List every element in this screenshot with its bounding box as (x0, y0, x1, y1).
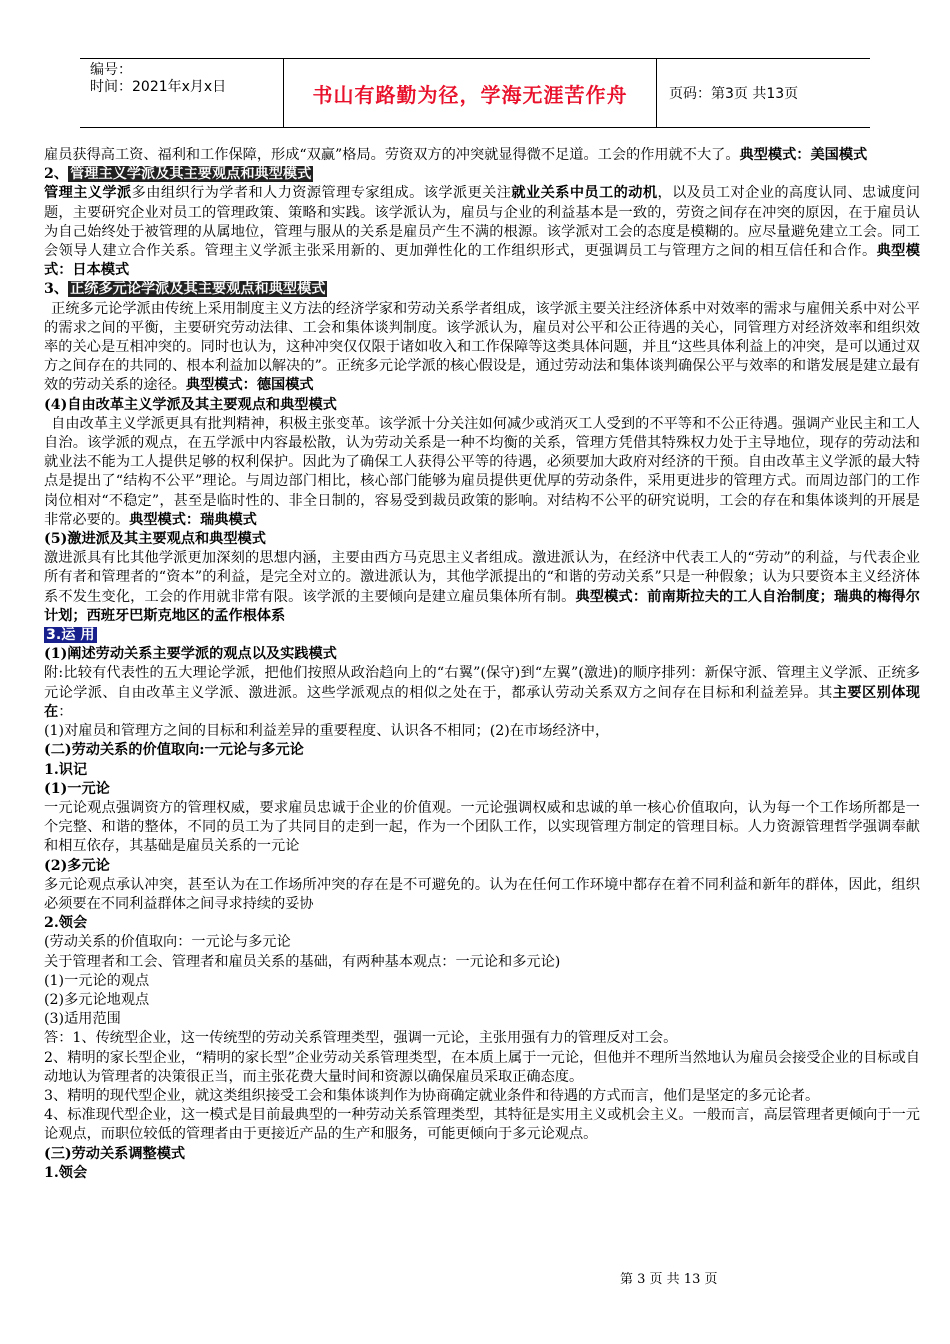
section-heading: (4)自由改革主义学派及其主要观点和典型模式 (44, 396, 337, 413)
list-item: (2)多元论地观点 (44, 991, 150, 1008)
subsection-heading: (1)阐述劳动关系主要学派的观点以及实践模式 (44, 646, 337, 663)
paragraph: 正统多元论学派由传统上采用制度主义方法的经济学家和劳动关系学者组成，该学派主要关注经济体系中对效率的需求与雇佣关系中对公平的需求之间的平衡，主要研究劳动法律、工会和集体谈判制度。该学派认为，雇员对公平和公正待遇的关心，同管理方对经济效率和组织效率的关心是互相冲突的。同时也认为，这种冲突仅仅限于诸如收入和工作保障等这类具体问题，并且“这些具体利益上的冲突，是可以通过双方之间存在的共同的、根本利益加以解决的”。正统多元论学派的核心假设是，通过劳动法和集体谈判确保公平与效率的和谐发展是建立最有效的劳动关系的途径。典型模式：德国模式 (44, 300, 920, 394)
date-label: 时间：2021年x月x日 (90, 79, 227, 95)
paragraph: 一元论观点强调资方的管理权威，要求雇员忠诚于企业的价值观。一元论强调权威和忠诚的单一核心价值取向，认为每一个工作场所都是一个完整、和谐的整体，不同的员工为了共同目的走到一起，作为一个团队工作，以实现管理方制定的管理目标。人力资源管理哲学强调奉献和相互依存，其基础是雇员关系的一元论 (44, 799, 920, 855)
list-item: 关于管理者和工会、管理者和雇员关系的基础，有两种基本观点：一元论和多元论) (44, 953, 561, 970)
subsection-heading: 2.领会 (44, 915, 88, 932)
header-page-label: 页码：第3页 共13页 (669, 86, 799, 102)
paragraph: 答：1、传统型企业，这一传统型的劳动关系管理类型，强调一元论，主张用强有力的管理反对工会。 (44, 1030, 678, 1047)
section-heading: 3.运 用 (46, 627, 95, 644)
paragraph: 激进派具有比其他学派更加深刻的思想内涵，主要由西方马克思主义者组成。激进派认为，在经济中代表工人的“劳动”的利益，与代表企业所有者和管理者的“资本”的利益，是完全对立的。激进派认为，其他学派提出的“和谐的劳动关系”只是一种假象；认为只要资本主义经济体系不发生变化，工会的作用就非常有限。该学派的主要倾向是建立雇员集体所有制。典型模式：前南斯拉夫的工人自治制度；瑞典的梅得尔计划；西班牙巴斯克地区的孟作根体系 (44, 550, 920, 624)
paragraph: 自由改革主义学派更具有批判精神，积极主张变革。该学派十分关注如何减少或消灭工人受到的不平等和不公正待遇。强调产业民主和工人自治。该学派的观点，在五学派中内容最松散，认为劳动关系是一种不均衡的关系，管理方凭借其特殊权力处于主导地位，现存的劳动法和就业法不能为工人提供足够的权利保护。因此为了确保工人获得公平等的待遇，必须要加大政府对经济的干预。自由改革主义学派的最大特点是提出了“结构不公平”理论。与周边部门相比，核心部门能够为雇员提供更优厚的劳动条件，采用更进步的管理方式。而周边部门的工作岗位相对“不稳定”，甚至是临时性的、非全日制的，容易受到裁员政策的影响。对结构不公平的研究说明，工会的存在和集体谈判的开展是非常必要的。典型模式：瑞典模式 (44, 415, 920, 528)
paragraph: 4、标准现代型企业，这一模式是目前最典型的一种劳动关系管理类型，其特征是实用主义或机会主义。一般而言，高层管理者更倾向于一元论观点，而职位较低的管理者由于更接近产品的生产和服务，可能更倾向于多元论观点。 (44, 1107, 920, 1143)
paragraph: 雇员获得高工资、福利和工作保障，形成“双赢”格局。劳资双方的冲突就显得微不足道。工会的作用就不大了。典型模式：美国模式 (44, 147, 868, 163)
number-label: 编号： (90, 62, 132, 78)
section-heading: (二)劳动关系的价值取向:一元论与多元论 (44, 742, 304, 759)
section-heading: (5)激进派及其主要观点和典型模式 (44, 531, 266, 548)
paragraph: 多元论观点承认冲突，甚至认为在工作场所冲突的存在是不可避免的。认为在任何工作环境中都存在着不同利益和新年的群体，因此，组织必须要在不同利益群体之间寻求持续的妥协 (44, 876, 920, 912)
paragraph: (1)对雇员和管理方之间的目标和利益差异的重要程度、认识各不相同；(2)在市场经济中， (44, 723, 610, 740)
list-item: (3)适用范围 (44, 1011, 121, 1028)
section-heading: 3、 正统多元论学派及其主要观点和典型模式 (44, 281, 326, 298)
section-heading: 2、 管理主义学派及其主要观点和典型模式 (44, 166, 312, 183)
paragraph: 3、精明的现代型企业，就这类组织接受工会和集体谈判作为协商确定就业条件和待遇的方式而言，他们是坚定的多元论者。 (44, 1087, 820, 1104)
paragraph: 2、精明的家长型企业，“精明的家长型”企业劳动关系管理类型，在本质上属于一元论，但他并不理所当然地认为雇员会接受企业的目标或自动地认为管理者的决策很正当，而主张花费大量时间和资源以确保雇员采取正确态度。 (44, 1049, 920, 1085)
subsection-heading: (2)多元论 (44, 857, 110, 874)
header-meta (80, 59, 283, 127)
document-body (44, 146, 920, 1183)
subsection-heading: 1.领会 (44, 1164, 88, 1181)
header-motto: 书山有路勤为径，学海无涯苦作舟 (283, 59, 657, 127)
list-item: (劳动关系的价值取向：一元论与多元论 (44, 934, 291, 951)
page-header (80, 58, 870, 128)
subsection-heading: (1)一元论 (44, 780, 110, 797)
page-footer: 第 3 页 共 13 页 (620, 1272, 718, 1287)
section-heading: (三)劳动关系调整模式 (44, 1145, 186, 1162)
paragraph: 管理主义学派多由组织行为学者和人力资源管理专家组成。该学派更关注就业关系中员工的动机，以及员工对企业的高度认同、忠诚度问题，主要研究企业对员工的管理政策、策略和实践。该学派认为，雇员与企业的利益基本是一致的，劳资之间存在冲突的原因，在于雇员认为自己始终处于被管理的从属地位，管理与服从的关系是雇员产生不满的根源。该学派对工会的态度是模糊的。应尽量避免建立工会。同工会领导人建立合作关系。管理主义学派主张采用新的、更加弹性化的工作组织形式，更强调员工与管理方之间的相互信任和合作。典型模式：日本模式 (44, 185, 920, 279)
list-item: (1)一元论的观点 (44, 972, 150, 989)
paragraph: 附:比较有代表性的五大理论学派，把他们按照从政治趋向上的“右翼”(保守)到“左翼”(激进)的顺序排列：新保守派、管理主义学派、正统多元论学派、自由改革主义学派、激进派。这些学派观点的相似之处在于，都承认劳动关系双方之间存在目标和利益差异。其主要区别体现在： (44, 665, 920, 720)
subsection-heading: 1.识记 (44, 761, 88, 778)
